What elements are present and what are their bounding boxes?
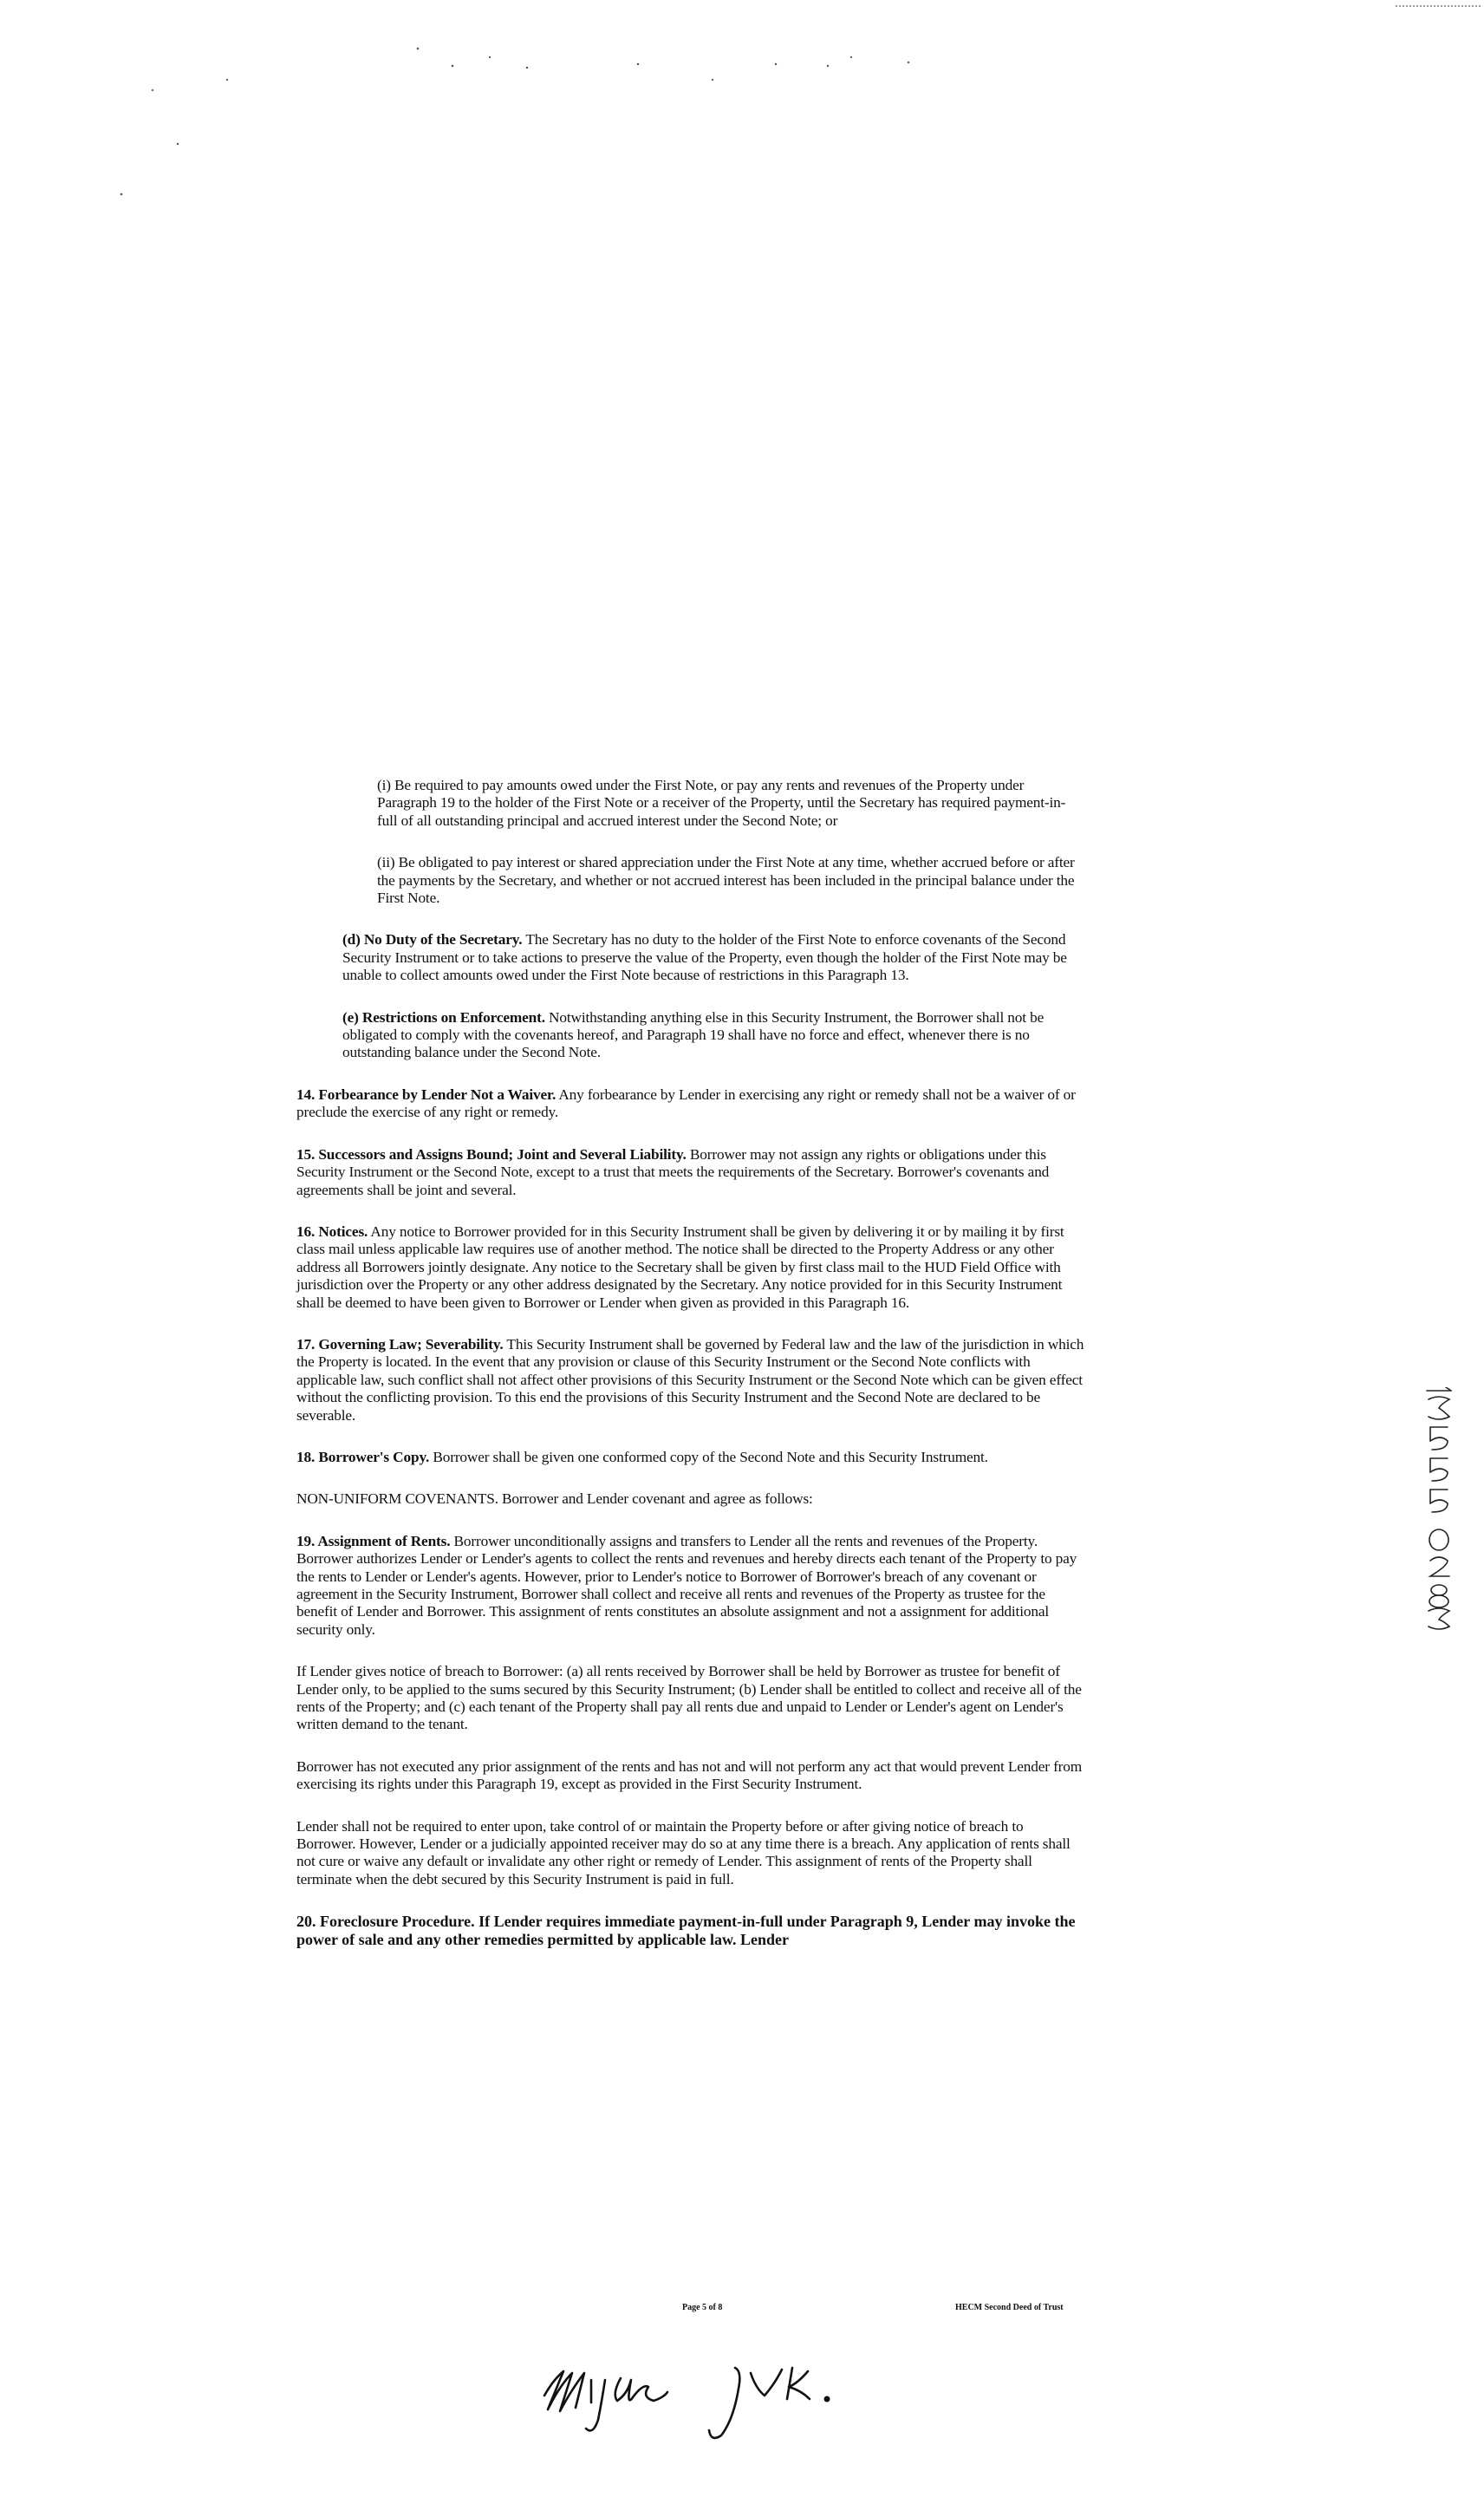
non-uniform-covenants: NON-UNIFORM COVENANTS. Borrower and Lender covenant and agree as follows:	[296, 1490, 813, 1508]
clause-c-i: (i) Be required to pay amounts owed under the First Note, or pay any rents and revenues of the Property under Paragraph 19 to the holder of the First Note or a receiver of the Property, until the Secretary has required payment-in-full of all outstanding principal and accrued interest under the Second Note; or	[377, 777, 1066, 829]
section-19-text: Borrower unconditionally assigns and transfers to Lender all the rents and revenues of the Property. Borrower authorizes Lender or Lender's agents to collect the rents and revenues and hereby directs each tenant of the Property to pay the rents to Lender or Lender's agents. However, prior to Lender's notice to Borrower of Borrower's breach of any covenant or agreement in the Security Instrument, Borrower shall collect and receive all rents and revenues of the Property as trustee for the benefit of Lender and Borrower. This assignment of rents constitutes an absolute assignment and not a assignment for additional security only.	[296, 1532, 1077, 1638]
page-number: Page 5 of 8	[682, 2303, 723, 2312]
section-19-breach: If Lender gives notice of breach to Borrower: (a) all rents received by Borrower shall be held by Borrower as trustee for benefit of Lender only, to be applied to the sums secured by this Security Instrument; (b) Lender shall be entitled to collect and receive all of the rents of the Property; and (c) each tenant of the Property shall pay all rents due and unpaid to Lender or Lender's agent on Lender's written demand to the tenant.	[296, 1663, 1082, 1733]
clause-c-ii: (ii) Be obligated to pay interest or shared appreciation under the First Note at any time, whether accrued before or after the payments by the Secretary, and whether or not accrued interest has been included in the principal balance under the First Note.	[377, 854, 1075, 907]
section-19-heading: 19. Assignment of Rents.	[296, 1532, 451, 1549]
clause-e-text: Notwithstanding anything else in this Security Instrument, the Borrower shall not be obligated to comply with the covenants hereof, and Paragraph 19 shall have no force and effect, whenever there is no outstanding balance under the Second Note.	[342, 1008, 1045, 1061]
section-16	[296, 1223, 1085, 1312]
section-16-heading: 16. Notices.	[296, 1222, 368, 1240]
section-14	[296, 1086, 1085, 1122]
section-14-heading: 14. Forbearance by Lender Not a Waiver.	[296, 1086, 556, 1103]
section-15-heading: 15. Successors and Assigns Bound; Joint and Several Liability.	[296, 1145, 687, 1163]
clause-d-heading: (d) No Duty of the Secretary.	[342, 931, 523, 949]
section-17-heading: 17. Governing Law; Severability.	[296, 1335, 504, 1353]
clause-e-heading: (e) Restrictions on Enforcement.	[342, 1008, 545, 1026]
clause-d-text: The Secretary has no duty to the holder of the First Note to enforce covenants of the Second Security Instrument or to take actions to preserve the value of the Property, even though the holder of the First Note may be unable to collect amounts owed under the First Note because of restrictions in this Paragraph 13.	[342, 931, 1067, 984]
section-16-text: Any notice to Borrower provided for in this Security Instrument shall be given by delivering it or by mailing it by first class mail unless applicable law requires use of another method. The notice shall be directed to the Property Address or any other address all Borrowers jointly designate. Any notice to the Secretary shall be given by first class mail to the HUD Field Office with jurisdiction over the Property or any other address designated by the Secretary. Any notice provided for in this Security Instrument shall be deemed to have been given to Borrower or Lender when given as provided in this Paragraph 16.	[296, 1222, 1064, 1311]
section-15	[296, 1146, 1085, 1199]
handwritten-signature-mark	[537, 2345, 936, 2449]
clause-d	[342, 931, 1085, 984]
section-19-control: Lender shall not be required to enter upon, take control of or maintain the Property before or after giving notice of breach to Borrower. However, Lender or a judicially appointed receiver may do so at any time there is a breach. Any application of rents shall not cure or waive any default or invalidate any other right or remedy of Lender. This assignment of rents of the Property shall terminate when the debt secured by this Security Instrument is paid in full.	[296, 1817, 1071, 1887]
page-footer	[296, 2303, 1103, 2320]
scan-specks	[0, 0, 1484, 225]
vertical-recording-stamp	[1422, 1387, 1456, 1630]
form-title: HECM Second Deed of Trust	[955, 2303, 1064, 2312]
section-15-text: Borrower may not assign any rights or obligations under this Security Instrument or the Second Note, except to a trust that meets the requirements of the Secretary. Borrower's covenants and agreements shall be joint and several.	[296, 1145, 1050, 1198]
section-19-prior-assignment: Borrower has not executed any prior assignment of the rents and has not and will not perform any act that would prevent Lender from exercising its rights under this Paragraph 19, except as provided in the First Security Instrument.	[296, 1757, 1083, 1793]
clause-e	[342, 1009, 1085, 1062]
section-17	[296, 1336, 1085, 1425]
deed-body-text	[296, 777, 1085, 1948]
section-14-text: Any forbearance by Lender in exercising any right or remedy shall not be a waiver of or preclude the exercise of any right or remedy.	[296, 1086, 1076, 1121]
section-20: 20. Foreclosure Procedure. If Lender requires immediate payment-in-full under Paragraph 9, Lender may invoke the power of sale and any other remedies permitted by applicable law. Lender	[296, 1913, 1076, 1948]
section-17-text: This Security Instrument shall be governed by Federal law and the law of the jurisdiction in which the Property is located. In the event that any provision or clause of this Security Instrument or the Second Note conflicts with applicable law, such conflict shall not affect other provisions of this Security Instrument or the Second Note which can be given effect without the conflicting provision. To this end the provisions of this Security Instrument and the Second Note are declared to be severable.	[296, 1335, 1084, 1424]
section-18-text: Borrower shall be given one conformed copy of the Second Note and this Security Instrument.	[429, 1448, 988, 1465]
section-18	[296, 1449, 1085, 1466]
section-18-heading: 18. Borrower's Copy.	[296, 1448, 430, 1465]
section-19	[296, 1533, 1085, 1639]
